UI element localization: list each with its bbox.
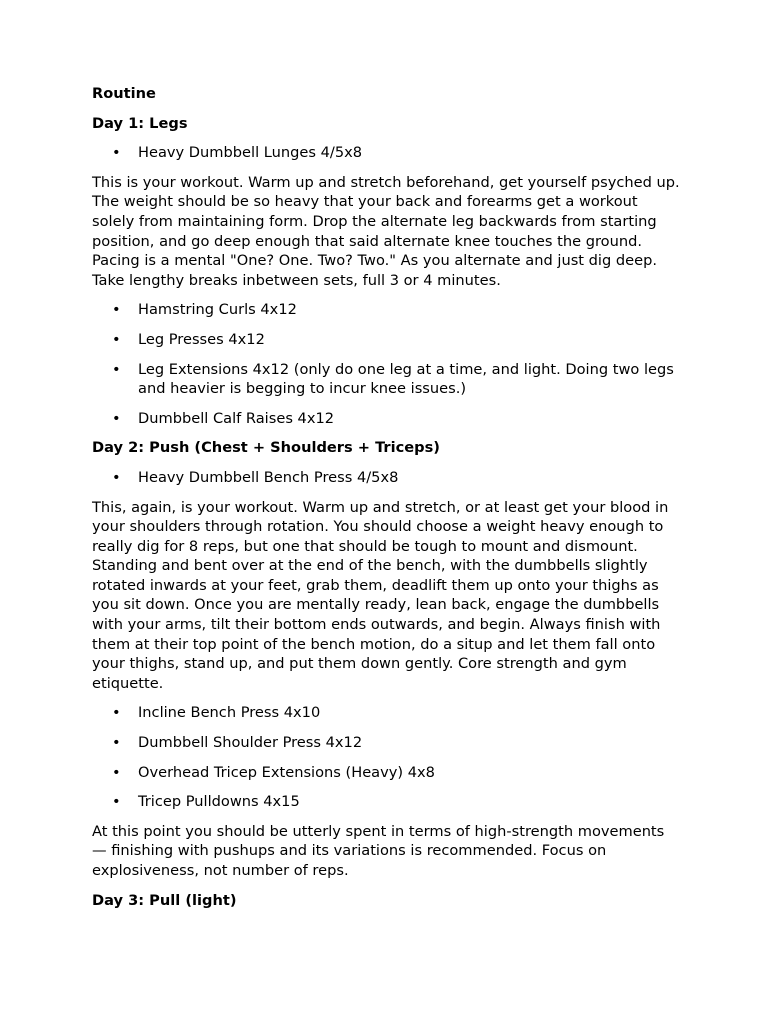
- bullet-icon: •: [112, 360, 121, 378]
- list-item-text: Tricep Pulldowns 4x15: [138, 793, 300, 811]
- list-item-text: Dumbbell Calf Raises 4x12: [138, 409, 335, 427]
- day1-paragraph: This is your workout. Warm up and stretch beforehand, get yourself psyched up. The weight should be so heavy that your back and forearms get a workout solely from maintaining form. Drop the alternate leg backwards from starting position, and go deep enough that said alternate knee touches the ground. Pacing is a mental "One? One. Two? Two." As you alternate and just dig deep. Take lengthy breaks inbetween sets, full 3 or 4 minutes.: [92, 173, 680, 289]
- list-item-text: Incline Bench Press 4x10: [138, 704, 321, 722]
- list-item: [92, 792, 682, 812]
- list-item-text: Dumbbell Shoulder Press 4x12: [138, 734, 363, 752]
- list-item-text: Leg Presses 4x12: [138, 330, 265, 348]
- list-item: [92, 763, 682, 783]
- list-item: [92, 468, 682, 488]
- bullet-icon: •: [112, 763, 121, 781]
- document-title: Routine: [92, 85, 156, 102]
- day2-paragraph: This, again, is your workout. Warm up and stretch, or at least get your blood in your shoulders through rotation. You should choose a weight heavy enough to really dig for 8 reps, but one that should be tough to mount and dismount. Standing and bent over at the end of the bench, with the dumbbells slightly rotated inwards at your feet, grab them, deadlift them up onto your thighs as you sit down. Once you are mentally ready, lean back, engage the dumbbells with your arms, tilt their bottom ends outwards, and begin. Always finish with them at their top point of the bench motion, do a situp and let them fall onto your thighs, stand up, and put them down gently. Core strength and gym etiquette.: [92, 498, 669, 692]
- bullet-icon: •: [112, 409, 121, 427]
- bullet-icon: •: [112, 301, 121, 319]
- document-content: [92, 84, 682, 920]
- list-item: [92, 409, 682, 429]
- day1-main-lift: Heavy Dumbbell Lunges 4/5x8: [138, 144, 363, 162]
- day2-main-list: [92, 468, 682, 488]
- day3-heading: Day 3: Pull (light): [92, 891, 237, 909]
- day1-main-list: [92, 143, 682, 163]
- list-item: [92, 143, 682, 163]
- list-item: [92, 330, 682, 350]
- bullet-icon: •: [112, 468, 121, 486]
- bullet-icon: •: [112, 144, 121, 162]
- day1-heading: Day 1: Legs: [92, 114, 188, 132]
- bullet-icon: •: [112, 704, 121, 722]
- day2-main-lift: Heavy Dumbbell Bench Press 4/5x8: [138, 468, 399, 486]
- day2-accessory-list: [92, 703, 682, 811]
- day2-closing-paragraph: At this point you should be utterly spent in terms of high-strength movements — finishing with pushups and its variations is recommended. Focus on explosiveness, not number of reps.: [92, 822, 665, 879]
- list-item-text: Leg Extensions 4x12 (only do one leg at a time, and light. Doing two legs and heavier is begging to incur knee issues.): [138, 360, 674, 398]
- list-item: [92, 360, 682, 399]
- day1-accessory-list: [92, 300, 682, 428]
- day2-heading: Day 2: Push (Chest + Shoulders + Triceps): [92, 439, 440, 457]
- list-item: [92, 703, 682, 723]
- bullet-icon: •: [112, 734, 121, 752]
- bullet-icon: •: [112, 330, 121, 348]
- list-item-text: Hamstring Curls 4x12: [138, 301, 297, 319]
- bullet-icon: •: [112, 793, 121, 811]
- list-item-text: Overhead Tricep Extensions (Heavy) 4x8: [138, 763, 435, 781]
- list-item: [92, 300, 682, 320]
- list-item: [92, 733, 682, 753]
